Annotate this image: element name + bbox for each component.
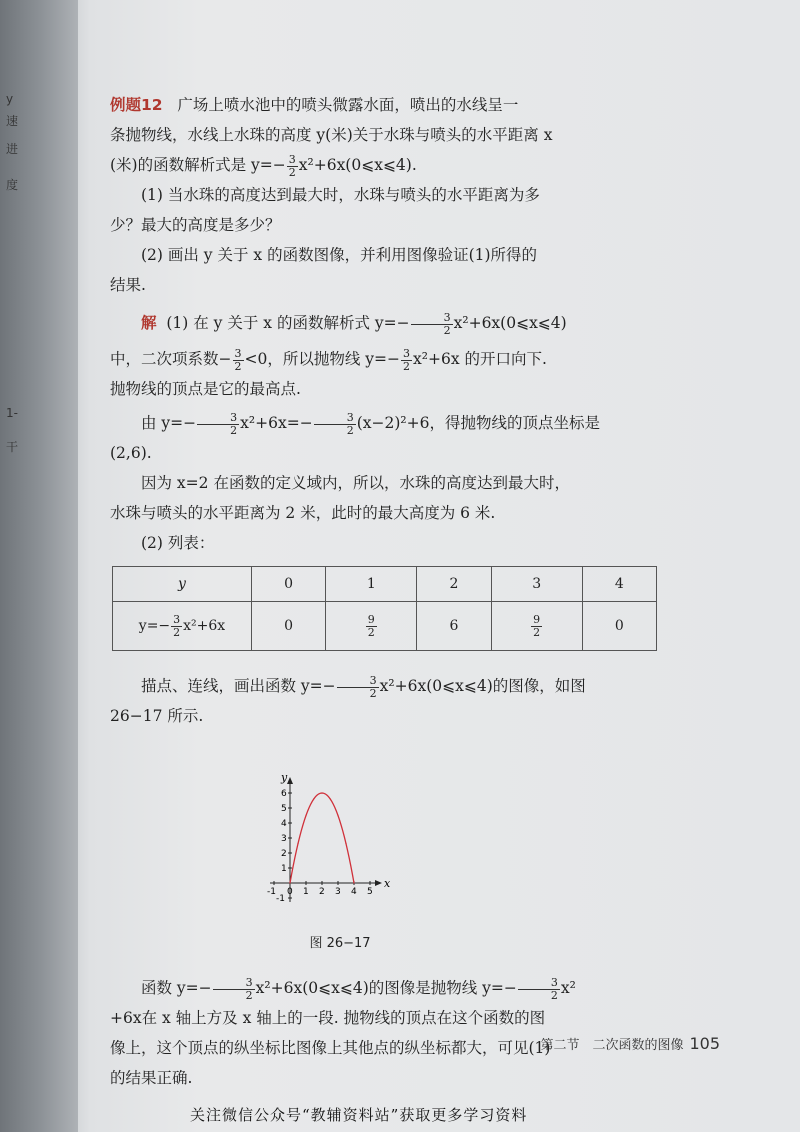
solution-text: 水珠与喷头的水平距离为 2 米，此时的最大高度为 6 米.	[110, 504, 496, 522]
question-1	[110, 180, 720, 210]
solution-line-3	[110, 374, 720, 404]
fraction: $\frac{3}{2}$	[337, 675, 379, 700]
example-problem	[110, 90, 720, 180]
data-point	[313, 798, 314, 799]
margin-char: 度	[6, 178, 19, 192]
y-tick-label: 4	[281, 819, 287, 829]
margin-char: y	[6, 92, 14, 106]
parabola-figure	[260, 765, 420, 935]
x-tick-label: 0	[287, 887, 293, 897]
y-tick-label: 1	[281, 864, 287, 874]
solution-line-7	[110, 498, 720, 528]
solution-text: 由 y=−	[141, 414, 197, 432]
solution-line-2	[110, 344, 720, 374]
x-tick-label: 2	[319, 887, 325, 897]
y-tick-label: 5	[281, 804, 287, 814]
fraction: $\frac{3}{2}$	[197, 412, 239, 437]
section-title: 第二节 二次函数的图像	[540, 1038, 684, 1053]
fraction: $\frac{3}{2}$	[411, 312, 453, 337]
fraction: $\frac{3}{2}$	[213, 977, 255, 1002]
conclusion-line-4	[110, 1063, 720, 1093]
question-text: (1) 当水珠的高度达到最大时，水珠与喷头的水平距离为多	[141, 186, 540, 204]
table-cell: 0	[252, 567, 326, 602]
y-tick-label: -1	[276, 894, 285, 904]
problem-line: 条抛物线，水线上水珠的高度 y(米)关于水珠与喷头的水平距离 x	[110, 126, 553, 144]
table-cell: 1	[326, 567, 417, 602]
y-axis-arrow	[287, 777, 293, 784]
figure-caption: 图 26−17	[309, 936, 371, 951]
table-cell: 0	[582, 602, 656, 651]
x-tick-label: 1	[303, 887, 309, 897]
x-tick-label: -1	[267, 887, 276, 897]
problem-line: x²+6x(0⩽x⩽4).	[298, 156, 417, 174]
x-tick-label: 5	[367, 887, 373, 897]
body-text: x²+6x(0⩽x⩽4)的图像是抛物线 y=−	[255, 979, 517, 997]
example-tag: 例题12	[110, 96, 163, 114]
body-text: x²	[560, 979, 576, 997]
body-text: x²+6x(0⩽x⩽4)的图像，如图	[379, 677, 586, 695]
fraction: $\frac{3}{2}$	[518, 977, 560, 1002]
question-2-cont	[110, 270, 720, 300]
conclusion-line-1	[110, 973, 720, 1003]
x-axis-arrow	[375, 880, 382, 886]
table-cell: $\frac{9}{2}$	[491, 602, 582, 651]
page-binding-shadow	[0, 0, 78, 1132]
body-text: 描点、连线，画出函数 y=−	[141, 677, 336, 695]
solution-text: (2,6).	[110, 444, 152, 462]
after-table-line-1	[110, 671, 720, 701]
fraction: $\frac{3}{2}$	[314, 412, 356, 437]
page-footer	[540, 1034, 720, 1053]
table-cell: 4	[582, 567, 656, 602]
watermark: 关注微信公众号“教辅资料站”获取更多学习资料	[190, 1106, 528, 1124]
solution-line-1	[110, 308, 720, 338]
parabola-chart	[260, 765, 420, 915]
y-tick-label: 2	[281, 849, 287, 859]
table-row	[113, 567, 657, 602]
body-text: 的结果正确.	[110, 1069, 193, 1087]
data-point	[297, 843, 298, 844]
question-text: 少？最大的高度是多少？	[110, 216, 281, 234]
data-point	[329, 798, 330, 799]
solution-text: (x−2)²+6，得抛物线的顶点坐标是	[356, 414, 600, 432]
margin-char: 1-	[6, 406, 18, 420]
fraction: $\frac{3}{2}$	[288, 152, 296, 179]
question-2	[110, 240, 720, 270]
table-row	[113, 602, 657, 651]
data-point	[337, 815, 338, 816]
table-header-cell: y	[113, 567, 252, 602]
solution-tag: 解	[141, 314, 157, 332]
data-point	[353, 882, 354, 883]
body-text: +6x在 x 轴上方及 x 轴上的一段. 抛物线的顶点在这个函数的图	[110, 1009, 546, 1027]
data-point	[321, 792, 322, 793]
solution-text: <0，所以抛物线 y=−	[244, 350, 401, 368]
y-axis-label: y	[281, 771, 288, 784]
solution-text: x²+6x 的开口向下.	[413, 350, 547, 368]
data-point	[345, 843, 346, 844]
table-cell: 2	[417, 567, 491, 602]
solution-line-8	[110, 528, 720, 558]
data-point	[289, 882, 290, 883]
y-tick-label: 3	[281, 834, 287, 844]
solution-line-6	[110, 468, 720, 498]
x-tick-label: 3	[335, 887, 341, 897]
page-number: 105	[689, 1034, 720, 1053]
body-text: 像上，这个顶点的纵坐标比图像上其他点的纵坐标都大，可见(1)	[110, 1039, 551, 1057]
question-text: 结果.	[110, 276, 146, 294]
body-text: 26−17 所示.	[110, 707, 204, 725]
page-content	[110, 90, 720, 1093]
margin-char: 进	[6, 142, 19, 156]
solution-text: x²+6x(0⩽x⩽4)	[453, 314, 567, 332]
fraction: $\frac{3}{2}$	[403, 346, 411, 373]
conclusion-line-2	[110, 1003, 720, 1033]
table-cell: 6	[417, 602, 491, 651]
solution-text: x²+6x=−	[240, 414, 313, 432]
question-text: (2) 画出 y 关于 x 的函数图像，并利用图像验证(1)所得的	[141, 246, 538, 264]
solution-text: (1) 在 y 关于 x 的函数解析式 y=−	[166, 314, 410, 332]
x-axis-label: x	[384, 877, 391, 890]
solution-line-5	[110, 438, 720, 468]
body-text: 函数 y=−	[141, 979, 212, 997]
margin-char: 速	[6, 114, 19, 128]
x-tick-label: 4	[351, 887, 357, 897]
solution-text: 抛物线的顶点是它的最高点.	[110, 380, 301, 398]
question-1-cont	[110, 210, 720, 240]
after-table-line-2	[110, 701, 720, 731]
problem-line: (米)的函数解析式是 y=−	[110, 156, 286, 174]
problem-line: 广场上喷水池中的喷头微露水面，喷出的水线呈一	[177, 96, 519, 114]
solution-text: 中，二次项系数−	[110, 350, 232, 368]
margin-char: 干	[6, 440, 19, 454]
value-table	[112, 566, 657, 651]
solution-text: 因为 x=2 在函数的定义域内，所以，水珠的高度达到最大时，	[141, 474, 570, 492]
solution-line-4	[110, 408, 720, 438]
solution-text: (2) 列表：	[141, 534, 215, 552]
y-tick-label: 6	[281, 789, 287, 799]
fraction: $\frac{3}{2}$	[234, 346, 242, 373]
table-cell: 0	[252, 602, 326, 651]
data-point	[305, 815, 306, 816]
parabola-curve	[290, 793, 354, 883]
table-cell: $\frac{9}{2}$	[326, 602, 417, 651]
table-cell: 3	[491, 567, 582, 602]
table-header-cell: y=− $\frac{3}{2}$ x²+6x	[113, 602, 252, 651]
